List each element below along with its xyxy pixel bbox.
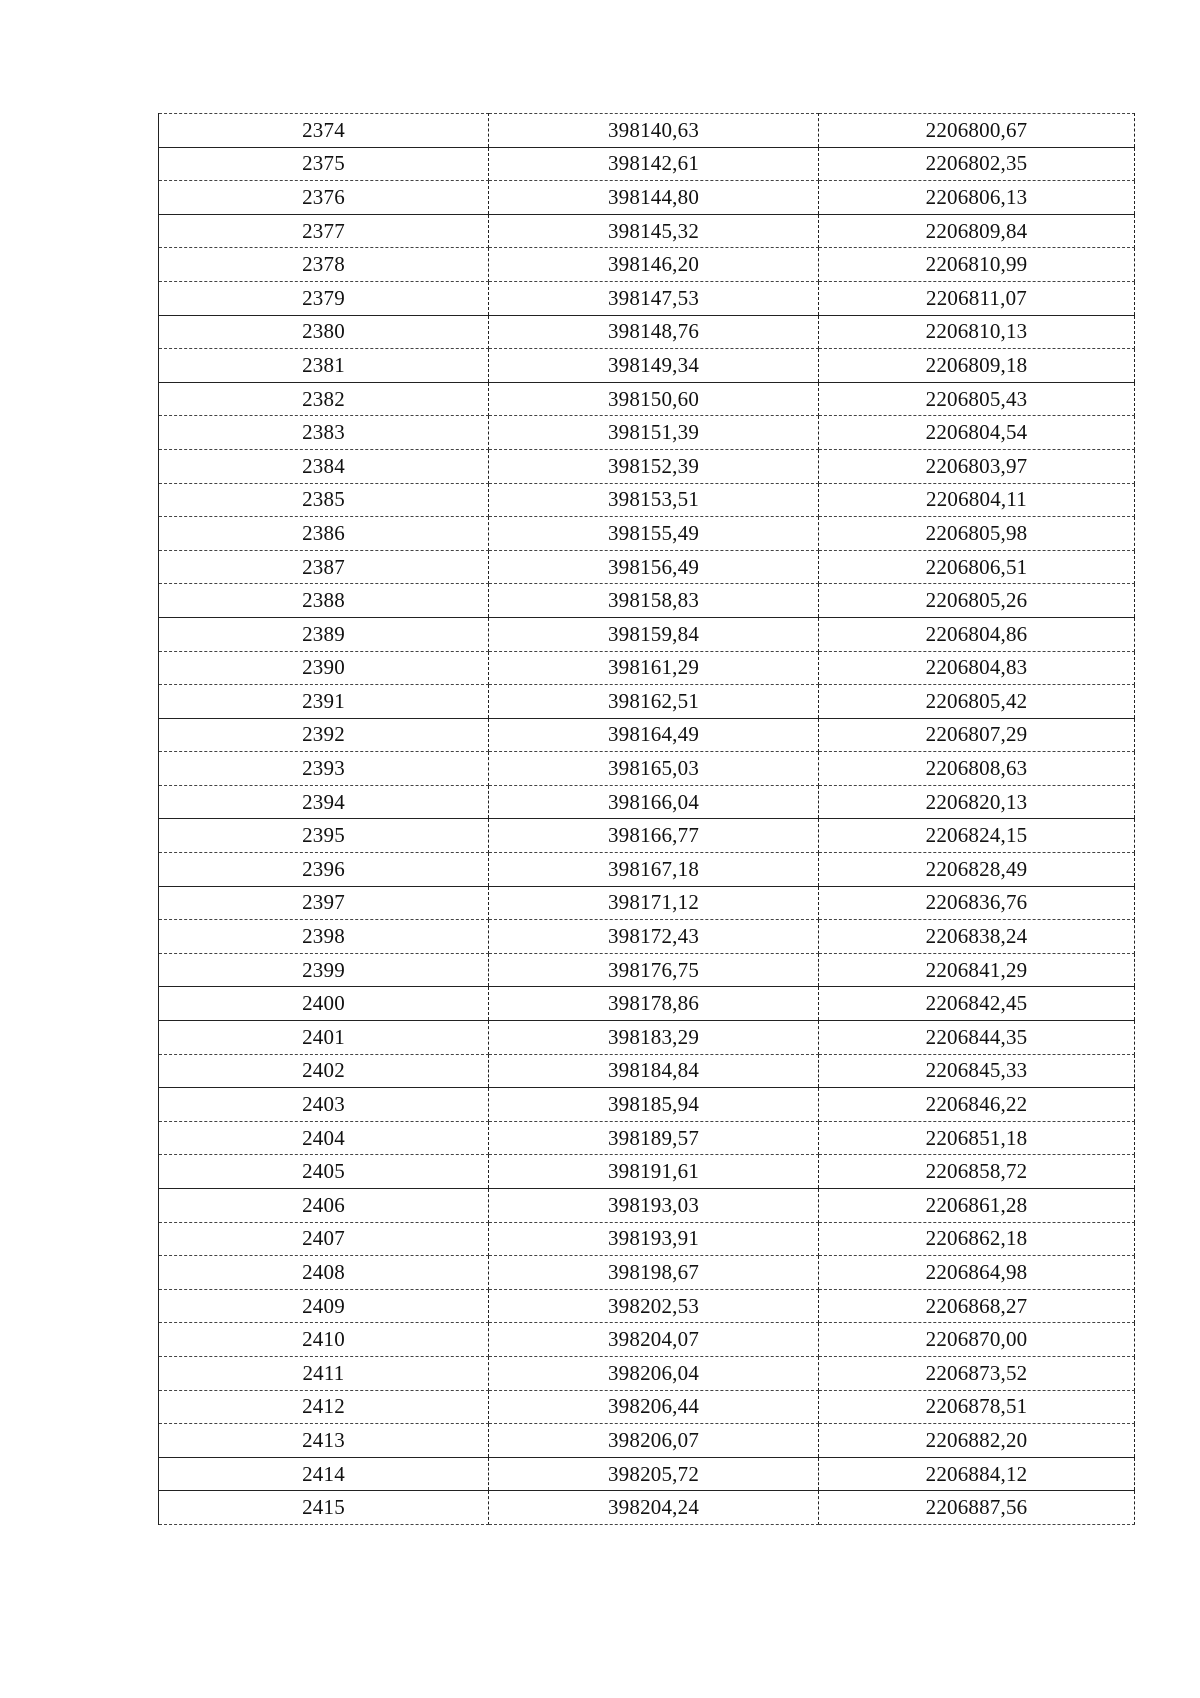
table-row xyxy=(159,1189,1135,1223)
table-row xyxy=(159,349,1135,383)
point-number-cell: 2399 xyxy=(159,953,489,987)
y-coordinate-cell: 2206844,35 xyxy=(819,1021,1135,1055)
y-coordinate-cell: 2206882,20 xyxy=(819,1424,1135,1458)
y-coordinate-cell: 2206807,29 xyxy=(819,718,1135,752)
point-number-cell: 2379 xyxy=(159,281,489,315)
point-number-cell: 2383 xyxy=(159,416,489,450)
y-coordinate-cell: 2206838,24 xyxy=(819,920,1135,954)
point-number-cell: 2409 xyxy=(159,1289,489,1323)
y-coordinate-cell: 2206887,56 xyxy=(819,1491,1135,1525)
x-coordinate-cell: 398144,80 xyxy=(489,181,819,215)
x-coordinate-cell: 398189,57 xyxy=(489,1121,819,1155)
table-row xyxy=(159,617,1135,651)
point-number-cell: 2401 xyxy=(159,1021,489,1055)
point-number-cell: 2386 xyxy=(159,517,489,551)
y-coordinate-cell: 2206824,15 xyxy=(819,819,1135,853)
table-row xyxy=(159,1121,1135,1155)
y-coordinate-cell: 2206862,18 xyxy=(819,1222,1135,1256)
table-row xyxy=(159,1323,1135,1357)
x-coordinate-cell: 398172,43 xyxy=(489,920,819,954)
table-row xyxy=(159,752,1135,786)
x-coordinate-cell: 398164,49 xyxy=(489,718,819,752)
table-row xyxy=(159,1054,1135,1088)
point-number-cell: 2377 xyxy=(159,214,489,248)
table-row xyxy=(159,114,1135,148)
x-coordinate-cell: 398178,86 xyxy=(489,987,819,1021)
table-row xyxy=(159,382,1135,416)
point-number-cell: 2388 xyxy=(159,584,489,618)
table-row xyxy=(159,1356,1135,1390)
x-coordinate-cell: 398167,18 xyxy=(489,853,819,887)
y-coordinate-cell: 2206820,13 xyxy=(819,785,1135,819)
y-coordinate-cell: 2206804,11 xyxy=(819,483,1135,517)
point-number-cell: 2414 xyxy=(159,1457,489,1491)
x-coordinate-cell: 398162,51 xyxy=(489,685,819,719)
y-coordinate-cell: 2206845,33 xyxy=(819,1054,1135,1088)
x-coordinate-cell: 398183,29 xyxy=(489,1021,819,1055)
x-coordinate-cell: 398155,49 xyxy=(489,517,819,551)
x-coordinate-cell: 398142,61 xyxy=(489,147,819,181)
x-coordinate-cell: 398148,76 xyxy=(489,315,819,349)
table-row xyxy=(159,315,1135,349)
point-number-cell: 2404 xyxy=(159,1121,489,1155)
x-coordinate-cell: 398146,20 xyxy=(489,248,819,282)
table-row xyxy=(159,1424,1135,1458)
x-coordinate-cell: 398166,04 xyxy=(489,785,819,819)
x-coordinate-cell: 398151,39 xyxy=(489,416,819,450)
x-coordinate-cell: 398191,61 xyxy=(489,1155,819,1189)
point-number-cell: 2402 xyxy=(159,1054,489,1088)
x-coordinate-cell: 398147,53 xyxy=(489,281,819,315)
y-coordinate-cell: 2206870,00 xyxy=(819,1323,1135,1357)
point-number-cell: 2410 xyxy=(159,1323,489,1357)
table-row xyxy=(159,1155,1135,1189)
point-number-cell: 2385 xyxy=(159,483,489,517)
point-number-cell: 2378 xyxy=(159,248,489,282)
y-coordinate-cell: 2206805,26 xyxy=(819,584,1135,618)
x-coordinate-cell: 398149,34 xyxy=(489,349,819,383)
y-coordinate-cell: 2206806,13 xyxy=(819,181,1135,215)
y-coordinate-cell: 2206810,13 xyxy=(819,315,1135,349)
x-coordinate-cell: 398204,24 xyxy=(489,1491,819,1525)
x-coordinate-cell: 398206,07 xyxy=(489,1424,819,1458)
y-coordinate-cell: 2206811,07 xyxy=(819,281,1135,315)
point-number-cell: 2393 xyxy=(159,752,489,786)
table-row xyxy=(159,483,1135,517)
y-coordinate-cell: 2206842,45 xyxy=(819,987,1135,1021)
point-number-cell: 2376 xyxy=(159,181,489,215)
y-coordinate-cell: 2206805,43 xyxy=(819,382,1135,416)
y-coordinate-cell: 2206878,51 xyxy=(819,1390,1135,1424)
x-coordinate-cell: 398193,03 xyxy=(489,1189,819,1223)
point-number-cell: 2408 xyxy=(159,1256,489,1290)
point-number-cell: 2374 xyxy=(159,114,489,148)
point-number-cell: 2411 xyxy=(159,1356,489,1390)
point-number-cell: 2392 xyxy=(159,718,489,752)
table-row xyxy=(159,147,1135,181)
point-number-cell: 2380 xyxy=(159,315,489,349)
table-row xyxy=(159,248,1135,282)
y-coordinate-cell: 2206805,98 xyxy=(819,517,1135,551)
x-coordinate-cell: 398165,03 xyxy=(489,752,819,786)
table-row xyxy=(159,1256,1135,1290)
table-row xyxy=(159,853,1135,887)
x-coordinate-cell: 398205,72 xyxy=(489,1457,819,1491)
y-coordinate-cell: 2206810,99 xyxy=(819,248,1135,282)
table-row xyxy=(159,416,1135,450)
x-coordinate-cell: 398202,53 xyxy=(489,1289,819,1323)
x-coordinate-cell: 398176,75 xyxy=(489,953,819,987)
table-row xyxy=(159,214,1135,248)
table-row xyxy=(159,987,1135,1021)
table-row xyxy=(159,1088,1135,1122)
point-number-cell: 2407 xyxy=(159,1222,489,1256)
x-coordinate-cell: 398206,04 xyxy=(489,1356,819,1390)
point-number-cell: 2391 xyxy=(159,685,489,719)
x-coordinate-cell: 398156,49 xyxy=(489,550,819,584)
y-coordinate-cell: 2206800,67 xyxy=(819,114,1135,148)
x-coordinate-cell: 398166,77 xyxy=(489,819,819,853)
y-coordinate-cell: 2206804,86 xyxy=(819,617,1135,651)
table-row xyxy=(159,550,1135,584)
table-row xyxy=(159,651,1135,685)
x-coordinate-cell: 398193,91 xyxy=(489,1222,819,1256)
point-number-cell: 2384 xyxy=(159,449,489,483)
point-number-cell: 2412 xyxy=(159,1390,489,1424)
y-coordinate-cell: 2206808,63 xyxy=(819,752,1135,786)
point-number-cell: 2390 xyxy=(159,651,489,685)
point-number-cell: 2389 xyxy=(159,617,489,651)
table-row xyxy=(159,281,1135,315)
x-coordinate-cell: 398198,67 xyxy=(489,1256,819,1290)
y-coordinate-cell: 2206836,76 xyxy=(819,886,1135,920)
table-row xyxy=(159,1491,1135,1525)
point-number-cell: 2397 xyxy=(159,886,489,920)
y-coordinate-cell: 2206846,22 xyxy=(819,1088,1135,1122)
y-coordinate-cell: 2206864,98 xyxy=(819,1256,1135,1290)
y-coordinate-cell: 2206858,72 xyxy=(819,1155,1135,1189)
y-coordinate-cell: 2206804,83 xyxy=(819,651,1135,685)
point-number-cell: 2395 xyxy=(159,819,489,853)
table-row xyxy=(159,584,1135,618)
point-number-cell: 2375 xyxy=(159,147,489,181)
table-row xyxy=(159,685,1135,719)
point-number-cell: 2405 xyxy=(159,1155,489,1189)
table-row xyxy=(159,1222,1135,1256)
coordinates-table xyxy=(158,113,1135,1525)
point-number-cell: 2398 xyxy=(159,920,489,954)
y-coordinate-cell: 2206841,29 xyxy=(819,953,1135,987)
x-coordinate-cell: 398150,60 xyxy=(489,382,819,416)
x-coordinate-cell: 398206,44 xyxy=(489,1390,819,1424)
x-coordinate-cell: 398171,12 xyxy=(489,886,819,920)
y-coordinate-cell: 2206861,28 xyxy=(819,1189,1135,1223)
coordinates-table-body xyxy=(159,114,1135,1525)
table-row xyxy=(159,819,1135,853)
point-number-cell: 2403 xyxy=(159,1088,489,1122)
y-coordinate-cell: 2206868,27 xyxy=(819,1289,1135,1323)
table-row xyxy=(159,517,1135,551)
point-number-cell: 2381 xyxy=(159,349,489,383)
table-row xyxy=(159,785,1135,819)
x-coordinate-cell: 398185,94 xyxy=(489,1088,819,1122)
y-coordinate-cell: 2206803,97 xyxy=(819,449,1135,483)
point-number-cell: 2396 xyxy=(159,853,489,887)
x-coordinate-cell: 398184,84 xyxy=(489,1054,819,1088)
x-coordinate-cell: 398161,29 xyxy=(489,651,819,685)
table-row xyxy=(159,920,1135,954)
y-coordinate-cell: 2206806,51 xyxy=(819,550,1135,584)
y-coordinate-cell: 2206851,18 xyxy=(819,1121,1135,1155)
y-coordinate-cell: 2206805,42 xyxy=(819,685,1135,719)
table-row xyxy=(159,1289,1135,1323)
x-coordinate-cell: 398140,63 xyxy=(489,114,819,148)
point-number-cell: 2406 xyxy=(159,1189,489,1223)
y-coordinate-cell: 2206809,84 xyxy=(819,214,1135,248)
y-coordinate-cell: 2206804,54 xyxy=(819,416,1135,450)
point-number-cell: 2382 xyxy=(159,382,489,416)
x-coordinate-cell: 398158,83 xyxy=(489,584,819,618)
table-row xyxy=(159,953,1135,987)
point-number-cell: 2387 xyxy=(159,550,489,584)
x-coordinate-cell: 398153,51 xyxy=(489,483,819,517)
y-coordinate-cell: 2206809,18 xyxy=(819,349,1135,383)
table-row xyxy=(159,1021,1135,1055)
point-number-cell: 2400 xyxy=(159,987,489,1021)
x-coordinate-cell: 398204,07 xyxy=(489,1323,819,1357)
table-row xyxy=(159,1457,1135,1491)
y-coordinate-cell: 2206884,12 xyxy=(819,1457,1135,1491)
table-row xyxy=(159,181,1135,215)
y-coordinate-cell: 2206828,49 xyxy=(819,853,1135,887)
table-row xyxy=(159,1390,1135,1424)
y-coordinate-cell: 2206802,35 xyxy=(819,147,1135,181)
table-row xyxy=(159,718,1135,752)
x-coordinate-cell: 398152,39 xyxy=(489,449,819,483)
x-coordinate-cell: 398145,32 xyxy=(489,214,819,248)
y-coordinate-cell: 2206873,52 xyxy=(819,1356,1135,1390)
table-row xyxy=(159,886,1135,920)
point-number-cell: 2394 xyxy=(159,785,489,819)
table-row xyxy=(159,449,1135,483)
point-number-cell: 2413 xyxy=(159,1424,489,1458)
point-number-cell: 2415 xyxy=(159,1491,489,1525)
x-coordinate-cell: 398159,84 xyxy=(489,617,819,651)
